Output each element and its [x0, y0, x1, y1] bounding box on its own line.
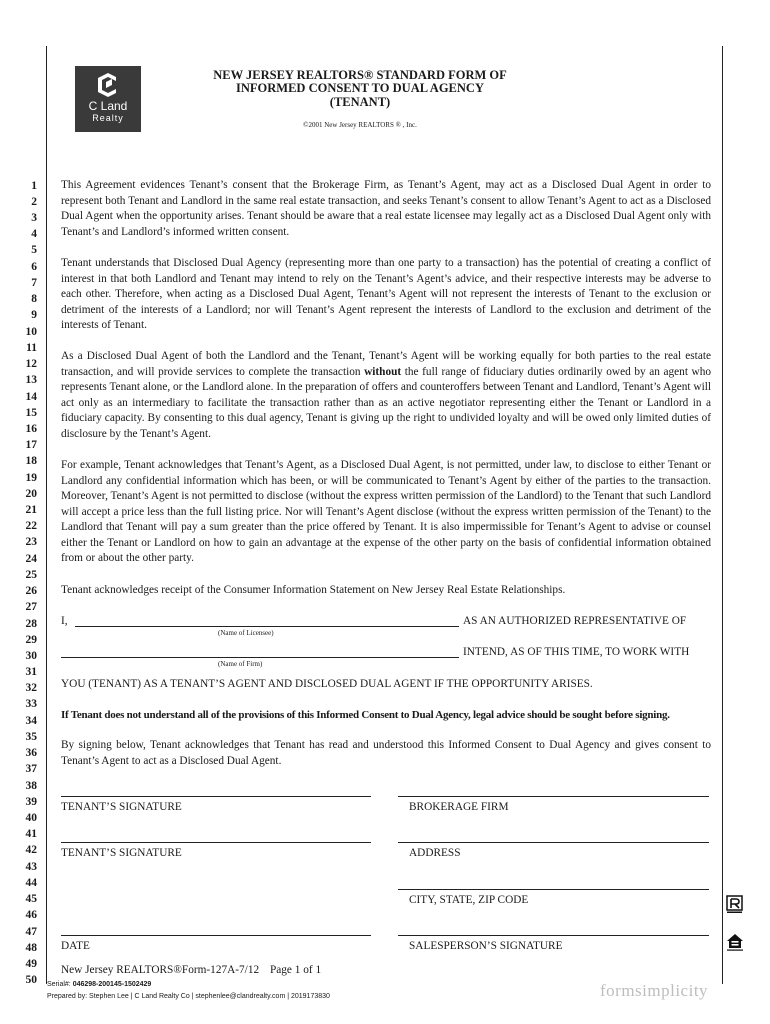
brokerage-firm-field[interactable]: [398, 796, 709, 797]
line-number: 49: [25, 958, 37, 970]
tenant-signature-2-label: TENANT’S SIGNATURE: [61, 847, 182, 859]
line-number: 31: [25, 666, 37, 678]
form-footer: [61, 964, 321, 976]
line-number: 12: [25, 358, 37, 370]
line-number: 46: [25, 909, 37, 921]
line-number: 7: [31, 277, 37, 289]
paragraph-example: For example, Tenant acknowledges that Tenant’s Agent, as a Disclosed Dual Agent, is not permitted, under law, to disclose to either Tenant or Landlord any confidential information which has been, or will be communicated to Tenant’s Agent by either of the parties to the transaction. Moreover, Tenant’s Agent is not permitted to disclose (without the express written permission of the Landlord) to the Tenant that such Landlord will accept a price less than the full listing price. Nor will Tenant’s Agent disclose (without the express written permission of the Tenant) to the Landlord that Tenant will pay a sum greater than the price offered by Tenant. It is also impermissible for Tenant’s Agent to advise or counsel either the Tenant or Landlord on how to gain an advantage at the expense of the other party on the basis of confidential information obtained from or about the other party.: [61, 459, 711, 564]
tenant-signature-1-label: TENANT’S SIGNATURE: [61, 801, 182, 813]
line-number: 47: [25, 926, 37, 938]
line-number: 33: [25, 698, 37, 710]
prepared-label: Prepared by:: [47, 993, 88, 1000]
line-number: 20: [25, 488, 37, 500]
address-field[interactable]: [398, 842, 709, 843]
line-number: 44: [25, 877, 37, 889]
firm-caption: (Name of Firm): [218, 660, 263, 668]
line-number: 13: [25, 374, 37, 386]
line-number: 38: [25, 780, 37, 792]
brokerage-firm-label: BROKERAGE FIRM: [409, 801, 509, 813]
logo-line2: Realty: [92, 113, 124, 123]
right-margin-rule: [722, 46, 723, 984]
salesperson-signature-field[interactable]: [398, 935, 709, 936]
salesperson-signature-label: SALESPERSON’S SIGNATURE: [409, 940, 563, 952]
line-number: 9: [31, 309, 37, 321]
line-number: 18: [25, 455, 37, 467]
form-title-line1: NEW JERSEY REALTORS® STANDARD FORM OF: [213, 68, 507, 82]
licensee-name-field[interactable]: [75, 626, 459, 627]
intend-label: INTEND, AS OF THIS TIME, TO WORK WITH: [463, 646, 690, 658]
paragraph-dual-agent-a: As a Disclosed Dual Agent of both the Landlord and the Tenant, Tenant’s Agent will be working equally for both parties to the real estate transaction, and will provide services to complete the transaction: [61, 350, 711, 378]
line-number: 8: [31, 293, 37, 305]
line-number: 14: [25, 391, 37, 403]
equal-housing-icon: [726, 932, 744, 952]
left-margin-rule: [46, 46, 47, 984]
line-number: 29: [25, 634, 37, 646]
prepared-value: Stephen Lee | C Land Realty Co | stephenlee@clandrealty.com | 2019173830: [89, 993, 330, 1000]
line-number: 37: [25, 763, 37, 775]
firm-name-field[interactable]: [61, 657, 459, 658]
tenant-signature-2-field[interactable]: [61, 842, 371, 843]
date-label: DATE: [61, 940, 90, 952]
logo-line1: C Land: [88, 99, 128, 113]
serial-label: Serial#:: [47, 981, 71, 988]
line-number: 45: [25, 893, 37, 905]
tenant-signature-1-field[interactable]: [61, 796, 371, 797]
line-number: 17: [25, 439, 37, 451]
line-number: 16: [25, 423, 37, 435]
line-number: 10: [25, 326, 37, 338]
line-number: 11: [26, 342, 37, 354]
line-number: 6: [31, 261, 37, 273]
line-number: 27: [25, 601, 37, 613]
copyright: ©2001 New Jersey REALTORS ® , Inc.: [303, 121, 417, 129]
line-number: 24: [25, 553, 37, 565]
city-state-zip-label: CITY, STATE, ZIP CODE: [409, 894, 529, 906]
line-number: 28: [25, 618, 37, 630]
line-number: 48: [25, 942, 37, 954]
form-title-line2: INFORMED CONSENT TO DUAL AGENCY: [236, 81, 484, 95]
paragraph-dual-agent: [61, 349, 711, 442]
line-number: 23: [25, 536, 37, 548]
line-number: 34: [25, 715, 37, 727]
emphasis-without: without: [364, 365, 402, 378]
line-number: 4: [31, 228, 37, 240]
line-number: 5: [31, 244, 37, 256]
line-number: 22: [25, 520, 37, 532]
authorized-label: AS AN AUTHORIZED REPRESENTATIVE OF: [463, 615, 687, 627]
line-number: 3: [31, 212, 37, 224]
paragraph-conflict: Tenant understands that Disclosed Dual Agency (representing more than one party to a transaction) has the potential of creating a conflict of interest in that both Landlord and Tenant may intend to rely on the Tenant’s Agent’s advice, and their respective interests may be adverse to each other. Therefore, when acting as a Disclosed Dual Agent, Tenant’s Agent will not represent the interests of Tenant to the exclusion or detriment of the interests of a Landlord; nor will Tenant’s Agent represent the interests of Landlord to the exclusion and detriment of the interests of Tenant.: [61, 257, 711, 331]
line-number: 41: [25, 828, 37, 840]
legal-advice-warning: If Tenant does not understand all of the provisions of this Informed Consent to Dual Agency, legal advice should be sought before signing.: [61, 709, 670, 721]
form-title-line3: (TENANT): [329, 95, 391, 109]
line-number: 32: [25, 682, 37, 694]
city-state-zip-field[interactable]: [398, 889, 709, 890]
prepared-line: [47, 993, 330, 1000]
line-number: 42: [25, 844, 37, 856]
line-number: 43: [25, 861, 37, 873]
line-number: 25: [25, 569, 37, 581]
logo-mark-icon: [96, 73, 118, 97]
line-number: 21: [25, 504, 37, 516]
form-id: New Jersey REALTORS®Form-127A-7/12: [61, 964, 260, 976]
line-number: 30: [25, 650, 37, 662]
line-number: 40: [25, 812, 37, 824]
paragraph-receipt: Tenant acknowledges receipt of the Consumer Information Statement on New Jersey Real Estate Relationships.: [61, 584, 566, 596]
paragraph-dual-agent-c: the full range of fiduciary duties ordinarily owed by an agent who represents Tenant alone, or the Landlord alone. In the preparation of offers and counteroffers between Tenant and Landlord, Tenant’s Agent will act only as an intermediary to facilitate the transaction rather than as an active negotiator representing either the Tenant or Landlord in a fiduciary capacity. By consenting to this dual agency, Tenant is giving up the right to undivided loyalty and will be owed only limited duties of disclosure by the Tenant’s Agent.: [61, 365, 712, 440]
licensee-caption: (Name of Licensee): [218, 629, 274, 637]
line-number: 50: [25, 974, 37, 986]
page-indicator: Page 1 of 1: [269, 964, 322, 976]
line-number: 35: [25, 731, 37, 743]
i-prefix: I,: [61, 615, 68, 627]
line-number: 39: [25, 796, 37, 808]
line-number: 36: [25, 747, 37, 759]
line-number: 1: [31, 180, 37, 192]
realtor-r-icon: [726, 895, 744, 915]
formsimplicity-brand: formsimplicity: [600, 981, 709, 1000]
company-logo: [75, 66, 141, 132]
serial-line: [47, 981, 151, 988]
line-number: 19: [25, 472, 37, 484]
line-number: 26: [25, 585, 37, 597]
line-number: 15: [25, 407, 37, 419]
date-field[interactable]: [61, 935, 371, 936]
paragraph-acknowledgement: By signing below, Tenant acknowledges that Tenant has read and understood this Informed Consent to Dual Agency and gives consent to Tenant’s Agent to act as a Disclosed Dual Agent.: [61, 739, 711, 767]
serial-value: 046298-200145-1502429: [72, 981, 152, 988]
address-label: ADDRESS: [409, 847, 461, 859]
paragraph-agent-role: YOU (TENANT) AS A TENANT’S AGENT AND DISCLOSED DUAL AGENT IF THE OPPORTUNITY ARISES.: [61, 678, 593, 690]
paragraph-consent: This Agreement evidences Tenant’s consent that the Brokerage Firm, as Tenant’s Agent, may act as a Disclosed Dual Agent in order to represent both Tenant and Landlord in the same real estate transaction, and seeks Tenant’s consent to allow Tenant’s Agent to act as a Disclosed Dual Agent when the opportunity arises. Tenant should be aware that a real estate licensee may legally act as a Disclosed Dual Agent only with Tenant’s and Landlord’s informed written consent.: [61, 179, 711, 238]
line-number: 2: [31, 196, 37, 208]
